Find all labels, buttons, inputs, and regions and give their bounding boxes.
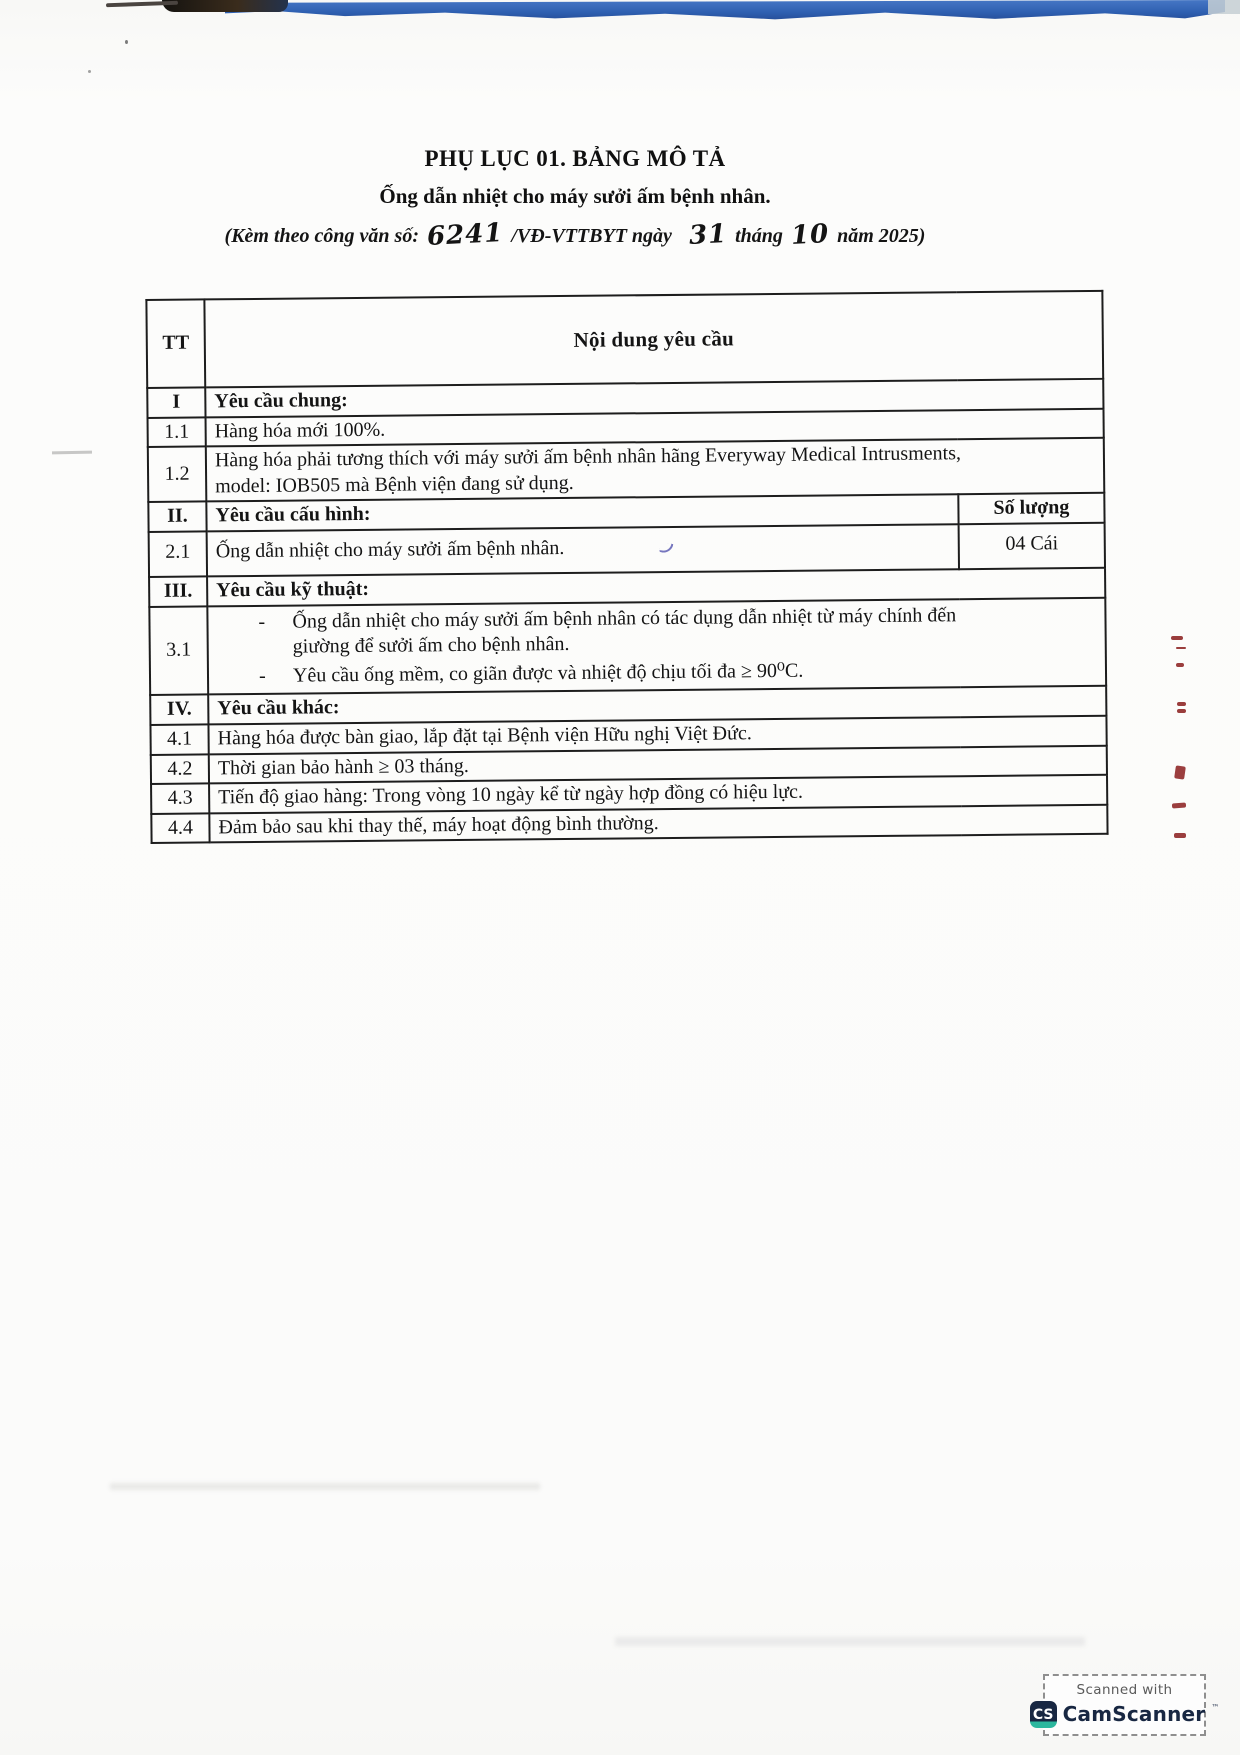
ink-bleed-mark bbox=[1174, 765, 1186, 779]
row-tt: II. bbox=[148, 502, 206, 532]
table-row-3-1 bbox=[149, 597, 1106, 695]
bullet-item: - Yêu cầu ống mềm, co giãn được và nhiệt độ chịu tối đa ≥ 90⁰C. bbox=[255, 656, 1097, 690]
quantity-header: Số lượng bbox=[958, 493, 1104, 524]
ink-bleed-mark bbox=[1171, 636, 1183, 640]
scan-speck bbox=[88, 70, 91, 73]
reference-line bbox=[75, 218, 1075, 252]
camscanner-logo-icon: CS bbox=[1030, 1701, 1057, 1728]
row-content: Yêu cầu khác: bbox=[208, 686, 1106, 724]
row-tt: 4.1 bbox=[150, 724, 208, 754]
row-content: Ống dẫn nhiệt cho máy sưởi ấm bệnh nhân. bbox=[207, 524, 959, 576]
row-content: Yêu cầu kỹ thuật: bbox=[207, 568, 1105, 606]
row-content bbox=[207, 597, 1106, 694]
row-tt: 3.1 bbox=[149, 606, 208, 695]
row-content: Hàng hóa được bàn giao, lắp đặt tại Bệnh viện Hữu nghị Việt Đức. bbox=[208, 716, 1106, 754]
reference-suffix: năm 2025) bbox=[837, 225, 926, 247]
reference-prefix: (Kèm theo công văn số: bbox=[224, 225, 419, 247]
row-content: Yêu cầu chung: bbox=[205, 379, 1103, 417]
row-tt: 4.4 bbox=[151, 813, 209, 843]
scan-smudge bbox=[615, 1637, 1085, 1646]
month-word: tháng bbox=[735, 225, 783, 247]
row-tt: I bbox=[147, 387, 205, 417]
month-handwritten: 10 bbox=[790, 219, 830, 251]
bullet-item: - Ống dẫn nhiệt cho máy sưởi ấm bệnh nhân có tác dụng dẫn nhiệt từ máy chính đến giường để sưởi ấm cho bệnh nhân. bbox=[254, 601, 1096, 660]
item-subtitle: Ống dẫn nhiệt cho máy sưởi ấm bệnh nhân. bbox=[379, 184, 771, 208]
camscanner-badge bbox=[1032, 1674, 1220, 1736]
requirements-table-wrap bbox=[145, 290, 1108, 844]
quantity-value: 04 Cái bbox=[959, 523, 1105, 569]
row-tt: 4.3 bbox=[151, 784, 209, 814]
scan-edge-corner-patch bbox=[1208, 0, 1240, 14]
row-content: Hàng hóa phải tương thích với máy sưởi ấm bệnh nhân hãng Everyway Medical Intrusments, model: IOB505 mà Bệnh viện đang sử dụng. bbox=[206, 438, 1104, 502]
row-content: Yêu cầu cấu hình: bbox=[206, 495, 958, 532]
scan-edge-blue-strip bbox=[225, 0, 1225, 23]
document-number-handwritten: 6241 bbox=[426, 218, 505, 252]
row-content: Thời gian bảo hành ≥ 03 tháng. bbox=[209, 745, 1107, 783]
row-content: Hàng hóa mới 100%. bbox=[206, 408, 1104, 446]
ink-bleed-mark bbox=[1172, 803, 1186, 809]
ink-bleed-mark bbox=[1174, 833, 1186, 838]
row-tt: 1.2 bbox=[148, 447, 207, 503]
row-tt: 1.1 bbox=[148, 417, 206, 447]
ink-bleed-mark bbox=[1176, 663, 1184, 667]
header-content: Nội dung yêu cầu bbox=[204, 291, 1103, 388]
ink-bleed-mark bbox=[1177, 702, 1186, 706]
day-handwritten: 31 bbox=[688, 219, 728, 251]
row-tt: IV. bbox=[150, 695, 208, 725]
row-tt: 4.2 bbox=[151, 754, 209, 784]
requirements-table bbox=[145, 290, 1108, 844]
bullet-dash: - bbox=[258, 610, 266, 633]
table-header-row bbox=[146, 291, 1103, 388]
appendix-title: PHỤ LỤC 01. BẢNG MÔ TẢ bbox=[424, 146, 726, 171]
scan-edge-dark-blob bbox=[162, 0, 288, 12]
row-tt: III. bbox=[149, 576, 207, 606]
camscanner-brand: CamScanner bbox=[1062, 1702, 1206, 1726]
table-row-1-2 bbox=[148, 438, 1104, 502]
bullet-dash: - bbox=[258, 664, 266, 687]
row-tt: 2.1 bbox=[149, 531, 207, 577]
scanned-with-label: Scanned with bbox=[1076, 1682, 1173, 1698]
row-content: Đảm bảo sau khi thay thế, máy hoạt động bình thường. bbox=[209, 805, 1107, 843]
reference-middle: /VĐ-VTTBYT ngày bbox=[511, 225, 672, 247]
pen-mark-icon bbox=[659, 543, 673, 555]
trademark-symbol: ™ bbox=[1211, 1703, 1220, 1712]
scan-margin-dash bbox=[52, 451, 92, 455]
scan-smudge bbox=[110, 1483, 540, 1490]
row-content: Tiến độ giao hàng: Trong vòng 10 ngày kể từ ngày hợp đồng có hiệu lực. bbox=[209, 775, 1107, 813]
header-tt: TT bbox=[146, 299, 205, 388]
scan-speck bbox=[125, 40, 128, 44]
camscanner-brand-row bbox=[1030, 1701, 1220, 1728]
